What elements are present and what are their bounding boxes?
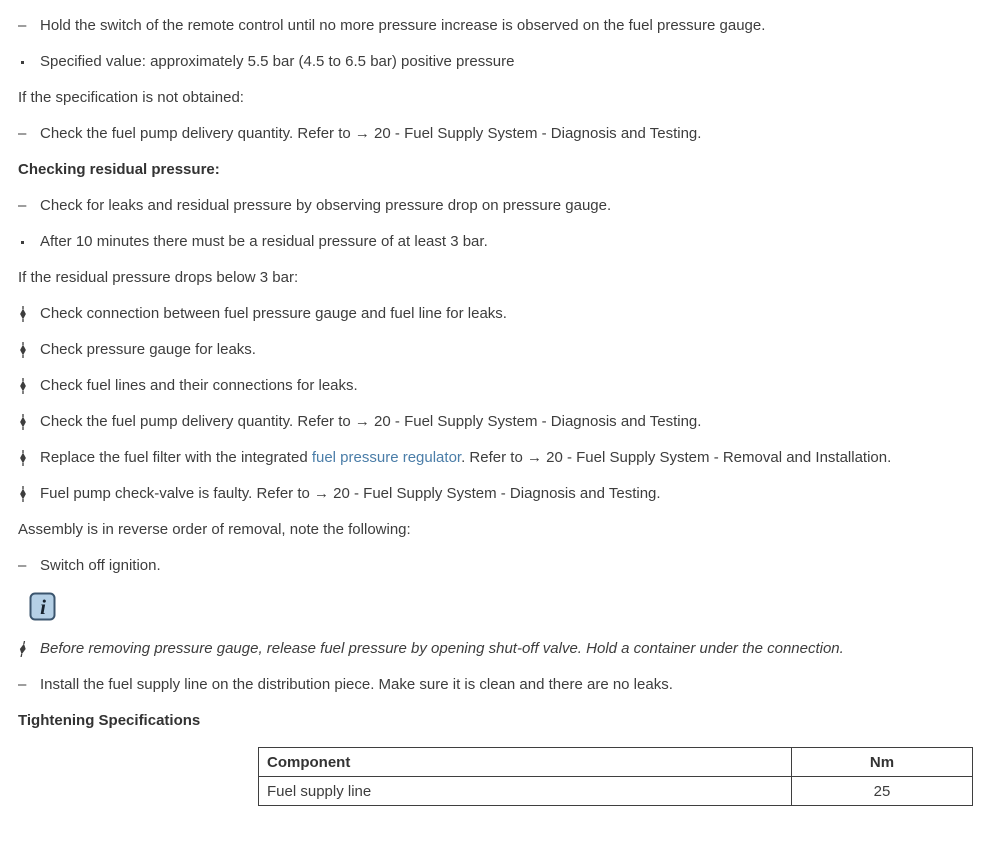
list-item	[18, 639, 970, 659]
list-item-text	[40, 448, 891, 468]
list-item-text: After 10 minutes there must be a residual pressure of at least 3 bar.	[40, 233, 488, 250]
list-item-text-after: . Refer to → 20 - Fuel Supply System - Removal and Installation.	[461, 449, 892, 466]
bullet-dot-icon	[18, 232, 40, 244]
list-item-text: Check for leaks and residual pressure by observing pressure drop on pressure gauge.	[40, 197, 612, 214]
svg-text:i: i	[40, 595, 46, 619]
diamond-arrow-icon	[18, 376, 40, 394]
list-item-text: Switch off ignition.	[40, 557, 161, 574]
list-item	[18, 412, 970, 432]
list-item-text: Check connection between fuel pressure gauge and fuel line for leaks.	[40, 305, 507, 322]
list-item-text: Hold the switch of the remote control until no more pressure increase is observed on the fuel pressure gauge.	[40, 17, 766, 34]
list-item-text-before: Replace the fuel filter with the integrated	[40, 449, 312, 466]
list-item	[18, 232, 970, 252]
list-item	[18, 675, 970, 695]
list-item	[18, 484, 970, 504]
dash-marker: –	[18, 17, 27, 34]
dash-marker: –	[18, 557, 27, 574]
dash-marker: –	[18, 676, 27, 693]
list-item	[18, 196, 970, 216]
list-item	[18, 556, 970, 576]
diamond-arrow-icon	[18, 340, 40, 358]
list-item-text: Check the fuel pump delivery quantity. Refer to → 20 - Fuel Supply System - Diagnosis and Testing.	[40, 413, 702, 430]
list-item-text: Fuel pump check-valve is faulty. Refer to → 20 - Fuel Supply System - Diagnosis and Testing.	[40, 485, 661, 502]
tightening-specifications-table	[258, 747, 973, 806]
diamond-arrow-icon	[18, 484, 40, 502]
column-header-nm: Nm	[792, 748, 973, 777]
list-item	[18, 124, 970, 144]
table-header-row	[259, 748, 973, 777]
list-item-text: Check the fuel pump delivery quantity. Refer to → 20 - Fuel Supply System - Diagnosis and Testing.	[40, 125, 702, 142]
diamond-arrow-icon	[18, 448, 40, 466]
column-header-component: Component	[259, 748, 792, 777]
dash-marker: –	[18, 125, 27, 142]
paragraph: If the residual pressure drops below 3 bar:	[18, 269, 299, 286]
list-item	[18, 52, 970, 72]
table-row	[259, 777, 973, 806]
list-item-text: Before removing pressure gauge, release fuel pressure by opening shut-off valve. Hold a container under the connection.	[40, 640, 844, 657]
list-item	[18, 16, 970, 36]
component-cell: Fuel supply line	[259, 777, 792, 806]
list-item-text: Install the fuel supply line on the distribution piece. Make sure it is clean and there are no leaks.	[40, 676, 673, 693]
list-item-text: Check pressure gauge for leaks.	[40, 341, 256, 358]
paragraph: If the specification is not obtained:	[18, 89, 244, 106]
info-icon	[29, 592, 56, 621]
diamond-arrow-icon	[16, 639, 42, 657]
note-icon-row	[18, 592, 970, 625]
fuel-pressure-regulator-link[interactable]: fuel pressure regulator	[311, 449, 462, 466]
bullet-dot-icon	[18, 52, 40, 64]
list-item	[18, 376, 970, 396]
list-item-text: Specified value: approximately 5.5 bar (4.5 to 6.5 bar) positive pressure	[40, 53, 515, 70]
paragraph: Assembly is in reverse order of removal, note the following:	[18, 521, 411, 538]
nm-cell: 25	[792, 777, 973, 806]
list-item	[18, 340, 970, 360]
section-heading-tightening-specs: Tightening Specifications	[18, 712, 201, 729]
diamond-arrow-icon	[18, 304, 40, 322]
dash-marker: –	[18, 197, 27, 214]
list-item-text: Check fuel lines and their connections for leaks.	[40, 377, 358, 394]
list-item	[18, 304, 970, 324]
list-item	[18, 448, 970, 468]
section-heading-residual-pressure: Checking residual pressure:	[18, 161, 220, 178]
diamond-arrow-icon	[18, 412, 40, 430]
